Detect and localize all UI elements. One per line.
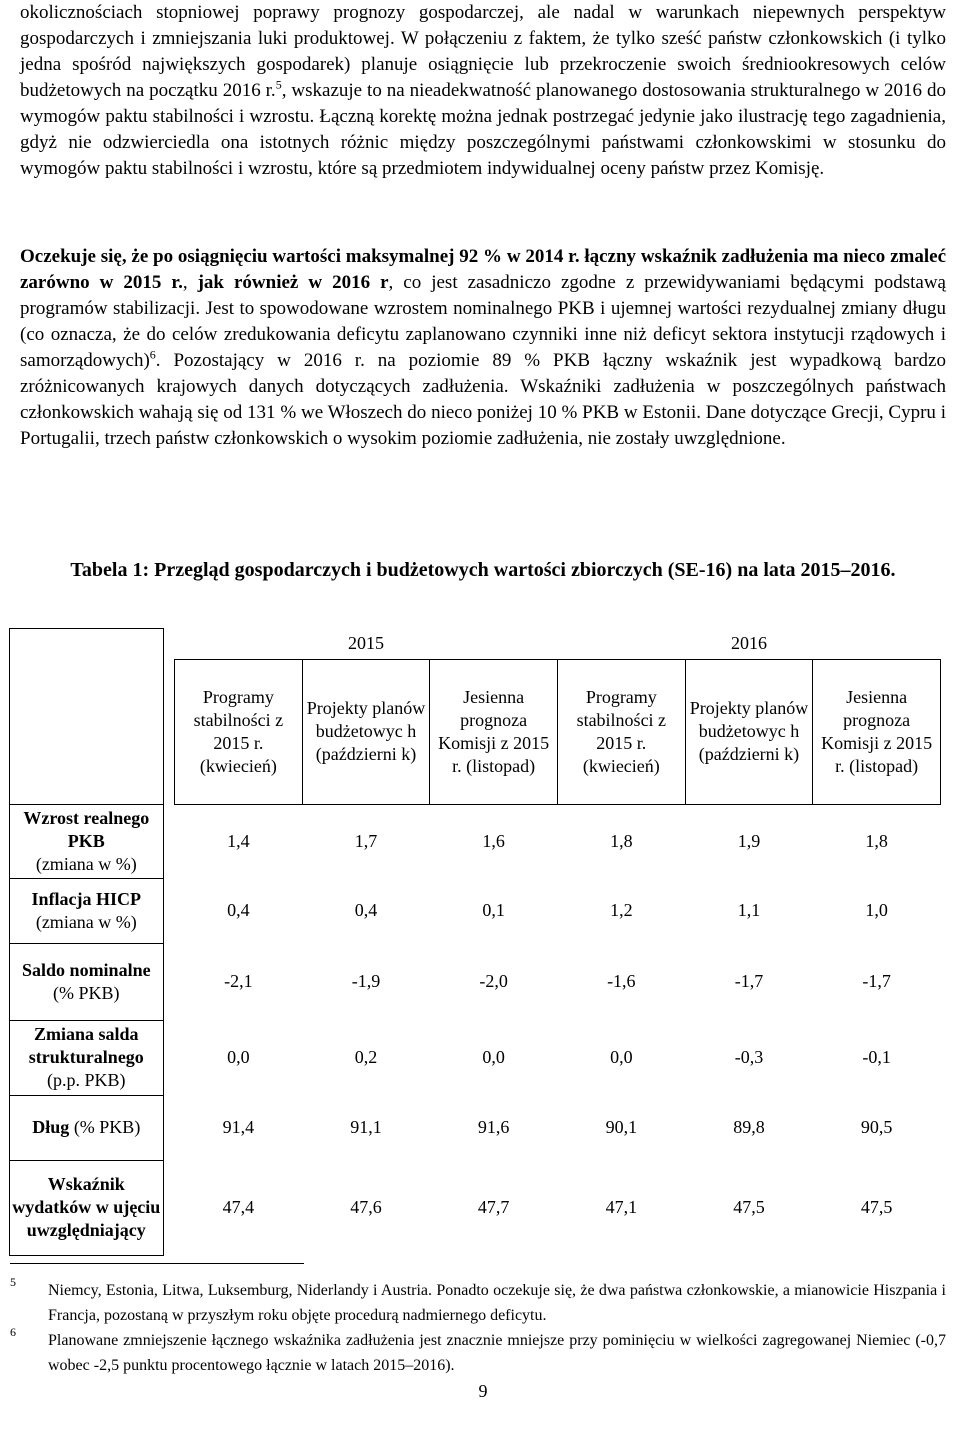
table-caption: Tabela 1: Przegląd gospodarczych i budżetowych wartości zbiorczych (SE-16) na lata 2015–2016. (70, 559, 896, 581)
table-cell: 90,5 (860, 1117, 893, 1137)
table-cell: 1,7 (354, 830, 378, 851)
para2-text-b: , co jest zasadniczo zgodne z przewidywaniami będącymi podstawą programów stabilizacji. Jest to spowodowane wzrostem nominalnego PKB i ujemnej wartości rezydualnej zmiany długu (co oznacza, że do celów zredukowania deficytu zaplanowano czynniki inne niż deficyt sektora instytucji rządowych i samorządowych) (20, 272, 946, 371)
column-header: Projekty planów budżetowyc h (październi k) (685, 659, 813, 804)
table-cell: -0,1 (862, 1047, 891, 1067)
table-gap-cell (163, 1095, 174, 1160)
table-cell: 0,0 (610, 1047, 633, 1067)
row-label-bold: Zmiana salda strukturalnego (28, 1024, 144, 1067)
row-label-note: (zmiana w %) (35, 853, 137, 874)
row-label-bold: Dług (32, 1117, 70, 1137)
table-cell: 47,4 (222, 1197, 255, 1217)
row-label (10, 1160, 164, 1255)
table-cell: 91,6 (477, 1117, 510, 1137)
paragraph-debt-ratio (20, 244, 946, 452)
row-label-note: (p.p. PKB) (47, 1070, 126, 1090)
table-cell: 1,4 (227, 830, 250, 851)
table-row (10, 804, 941, 878)
footnote-ref-6[interactable]: 6 (149, 347, 156, 362)
table-cell: 90,1 (605, 1117, 638, 1137)
table-cell: -0,3 (734, 1047, 764, 1067)
table-row (10, 878, 941, 943)
paragraph-structural-adjustment (20, 0, 946, 182)
row-label (10, 804, 164, 878)
table-cell: -2,1 (224, 971, 253, 991)
table-cell: -2,0 (479, 971, 508, 991)
table-cell: 47,6 (350, 1197, 382, 1217)
table-cell: 0,0 (227, 1047, 250, 1067)
table-cell: 47,5 (733, 1197, 765, 1217)
table-cell: 47,1 (605, 1197, 638, 1217)
row-label-bold: Inflacja HICP (31, 888, 142, 909)
para1-text-b: , wskazuje to na nieadekwatność planowanego dostosowania strukturalnego w 2016 do wymogów paktu stabilności i wzrostu. Łączną korektę można jednak postrzegać jedynie jako ilustrację tego zagadnienia, gdyż nie odzwierciedla ona istotnych różnic między poszczególnymi państwami członkowskimi w stosunku do wymogów paktu stabilności i wzrostu, które są przedmiotem indywidualnej oceny państw przez Komisję. (20, 80, 946, 179)
table-cell: 1,8 (610, 830, 633, 851)
table-cell: -1,9 (351, 971, 381, 991)
row-label-note: (zmiana w %) (35, 911, 137, 932)
row-label (10, 943, 164, 1020)
footnote-number: 5 (10, 1275, 16, 1289)
table-cell: 1,6 (482, 830, 505, 851)
footnote-text: Niemcy, Estonia, Litwa, Luksemburg, Niderlandy i Austria. Ponadto oczekuje się, że dwa państwa członkowskie, a mianowicie Hiszpania i Francja, pozostaną w przyszłym roku objęte procedurą nadmiernego deficytu. (48, 1282, 946, 1324)
table-cell: -1,7 (734, 971, 764, 991)
footnote-divider (10, 1263, 304, 1264)
table-gap-cell (163, 629, 174, 805)
table-row (10, 1095, 941, 1160)
row-label (10, 1095, 164, 1160)
row-label-bold: Wzrost realnego PKB (23, 807, 150, 851)
table-cell: 0,0 (482, 1047, 505, 1067)
table-cell: 91,4 (222, 1117, 255, 1137)
column-header: Programy stabilności z 2015 r. (kwiecień) (557, 659, 685, 804)
row-label-note: (% PKB) (53, 982, 120, 1003)
para2-bold-a: Oczekuje się, że po osiągnięciu wartości maksymalnej 92 % w 2014 r. łączny wskaźnik zadłużenia ma nieco zmaleć zarówno w 2015 r. (20, 246, 946, 293)
table-corner-cell (10, 629, 164, 805)
year-header-2016: 2016 (730, 633, 767, 653)
footnote-text: Planowane zmniejszenie łącznego wskaźnika zadłużenia jest znacznie mniejsze przy pominięciu w wielkości zagregowanej Niemiec (-0,7 wobec -2,5 punktu procentowego łącznie w latach 2015–2016). (48, 1332, 946, 1374)
table-cell: 1,0 (865, 900, 888, 920)
table-cell: 0,4 (227, 900, 250, 920)
table-cell: 91,1 (350, 1117, 382, 1137)
table-cell: 0,4 (354, 900, 378, 920)
table-cell: -1,7 (862, 971, 891, 991)
footnote-6 (10, 1325, 946, 1378)
table-cell: 1,2 (610, 900, 633, 920)
footnote-5 (10, 1275, 946, 1328)
table-gap-cell (163, 943, 174, 1020)
page-number: 9 (478, 1381, 488, 1401)
table-gap-cell (163, 1160, 174, 1255)
para1-text-a: okolicznościach stopniowej poprawy prognozy gospodarczej, ale nadal w warunkach niepewnych perspektyw gospodarczych i zmniejszania luki produktowej. W połączeniu z faktem, że tylko sześć państw członkowskich (i tylko jedna spośród największych gospodarek) planuje osiągnięcie lub przekroczenie swoich średniookresowych celów budżetowych na początku 2016 r. (20, 2, 946, 101)
table-cell: 0,1 (482, 900, 505, 920)
table-gap-cell (163, 1020, 174, 1095)
row-label-bold: Wskaźnik wydatków w ujęciu uwzględniający (12, 1174, 161, 1240)
column-header: Jesienna prognoza Komisji z 2015 r. (listopad) (813, 659, 941, 804)
column-header: Projekty planów budżetowyc h (październi k) (302, 659, 430, 804)
table-cell: 47,7 (477, 1197, 510, 1217)
para2-bold-b: jak również w 2016 r (197, 272, 389, 293)
para2-text-c: . Pozostający w 2016 r. na poziomie 89 % PKB łączny wskaźnik jest wypadkową bardzo zróżnicowanych krajowych danych dotyczących zadłużenia. Wskaźniki zadłużenia w poszczególnych państwach członkowskich wahają się od 131 % we Włoszech do nieco poniżej 10 % PKB w Estonii. Dane dotyczące Grecji, Cypru i Portugalii, trzech państw członkowskich o wysokim poziomie zadłużenia, nie zostały uwzględnione. (20, 350, 946, 449)
table-row (10, 1160, 941, 1255)
year-header-2015: 2015 (348, 633, 384, 653)
row-label-note: (% PKB) (73, 1117, 141, 1137)
table-cell: 1,1 (737, 900, 761, 920)
column-header: Programy stabilności z 2015 r. (kwiecień) (175, 659, 303, 804)
aggregates-table (9, 628, 941, 1256)
table-gap-cell (163, 804, 174, 878)
row-label (10, 1020, 164, 1095)
table-cell: -1,6 (607, 971, 636, 991)
column-header: Jesienna prognoza Komisji z 2015 r. (listopad) (430, 659, 558, 804)
row-label (10, 878, 164, 943)
table-cell: 1,8 (865, 830, 888, 851)
table-year-row (10, 629, 941, 660)
para2-text-a: , (182, 272, 198, 293)
table-cell: 0,2 (354, 1047, 378, 1067)
table-cell: 47,5 (860, 1197, 893, 1217)
footnote-number: 6 (10, 1325, 16, 1339)
table-cell: 1,9 (737, 830, 761, 851)
table-row (10, 943, 941, 1020)
row-label-bold: Saldo nominalne (22, 959, 151, 980)
table-row (10, 1020, 941, 1095)
table-gap-cell (163, 878, 174, 943)
table-cell: 89,8 (733, 1117, 765, 1137)
footnote-ref-5[interactable]: 5 (275, 77, 282, 92)
